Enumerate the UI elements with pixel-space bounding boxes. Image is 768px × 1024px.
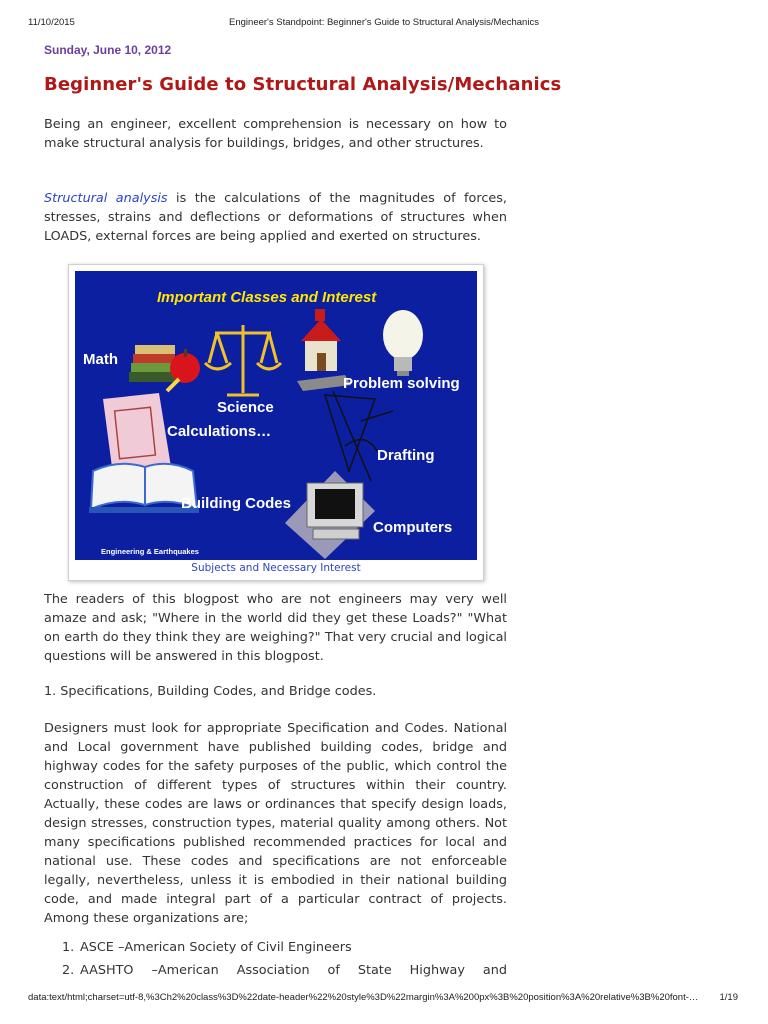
list-item-text: AASHTO –American Association of State Highway and (80, 963, 507, 978)
slide-label-computers: Computers (373, 519, 453, 536)
print-header (0, 17, 768, 31)
designers-paragraph: Designers must look for appropriate Specification and Codes. National and Local government have published building codes, bridge and highway codes for the safety purposes of the public, which control the construction of different types of structures within their country. Actually, these codes are laws or ordinances that specify design loads, design stresses, construction types, material quality among others. Not many specifications published recommended practices for local and national use. These codes and specifications are not enforceable legally, nevertheless, unless it is embodied in their national building code, and made integral part of a particular contract of projects. Among these organizations are; (44, 721, 507, 926)
intro-paragraph: Being an engineer, excellent comprehension is necessary on how to make structural analysis for buildings, bridges, and other structures. (44, 117, 507, 151)
light-bulb-icon (383, 310, 423, 376)
slide-label-drafting: Drafting (377, 447, 435, 464)
print-page-title: Engineer's Standpoint: Beginner's Guide to Structural Analysis/Mechanics (229, 17, 539, 28)
post-date: Sunday, June 10, 2012 (44, 43, 172, 57)
scales-icon (205, 325, 281, 395)
list-item-number: 2. (62, 963, 75, 978)
structural-analysis-link[interactable]: Structural analysis (44, 191, 168, 206)
print-footer (0, 992, 768, 1006)
print-page-number: 1/19 (719, 992, 738, 1003)
slide-label-science: Science (217, 399, 274, 416)
section-heading-specifications: 1. Specifications, Building Codes, and Bridge codes. (44, 684, 377, 699)
figure (68, 264, 484, 581)
figure-caption: Subjects and Necessary Interest (191, 562, 361, 574)
list-item-number: 1. (62, 940, 75, 955)
slide-label-problem-solving: Problem solving (343, 375, 460, 392)
readers-paragraph: The readers of this blogpost who are not engineers may very well amaze and ask; "Where in the world did they get these Loads?" "What on earth do they think they are weighing?" That very crucial and logical questions will be answered in this blogpost. (44, 592, 507, 664)
print-url: data:text/html;charset=utf-8,%3Ch2%20class%3D%22date-header%22%20style%3D%22margin%3A%200px%3B%20position%3A%20relative%3B%20font-… (28, 992, 699, 1003)
definition-paragraph (44, 189, 507, 246)
slide-label-calculations: Calculations… (167, 423, 272, 440)
slide-label-building-codes: Building Codes (181, 495, 291, 512)
slide-label-math: Math (83, 351, 118, 368)
list-item-text: ASCE –American Society of Civil Engineers (80, 940, 352, 955)
books-icon (129, 345, 175, 382)
slide-footer-text: Engineering & Earthquakes (101, 547, 199, 556)
drafting-icon (325, 391, 393, 481)
slide-illustration (75, 271, 477, 560)
slide-image (75, 271, 477, 560)
print-date: 11/10/2015 (28, 17, 75, 28)
organizations-list (44, 936, 507, 982)
list-item (44, 936, 507, 959)
computer-icon (285, 471, 375, 559)
list-item (44, 959, 507, 982)
definition-text: is the calculations of the magnitudes of forces, stresses, strains and deflections or deformations of structures when LOADS, external forces are being applied and exerted on structures. (44, 191, 507, 244)
post-title: Beginner's Guide to Structural Analysis/Mechanics (44, 74, 562, 95)
slide-title: Important Classes and Interest (157, 289, 377, 306)
